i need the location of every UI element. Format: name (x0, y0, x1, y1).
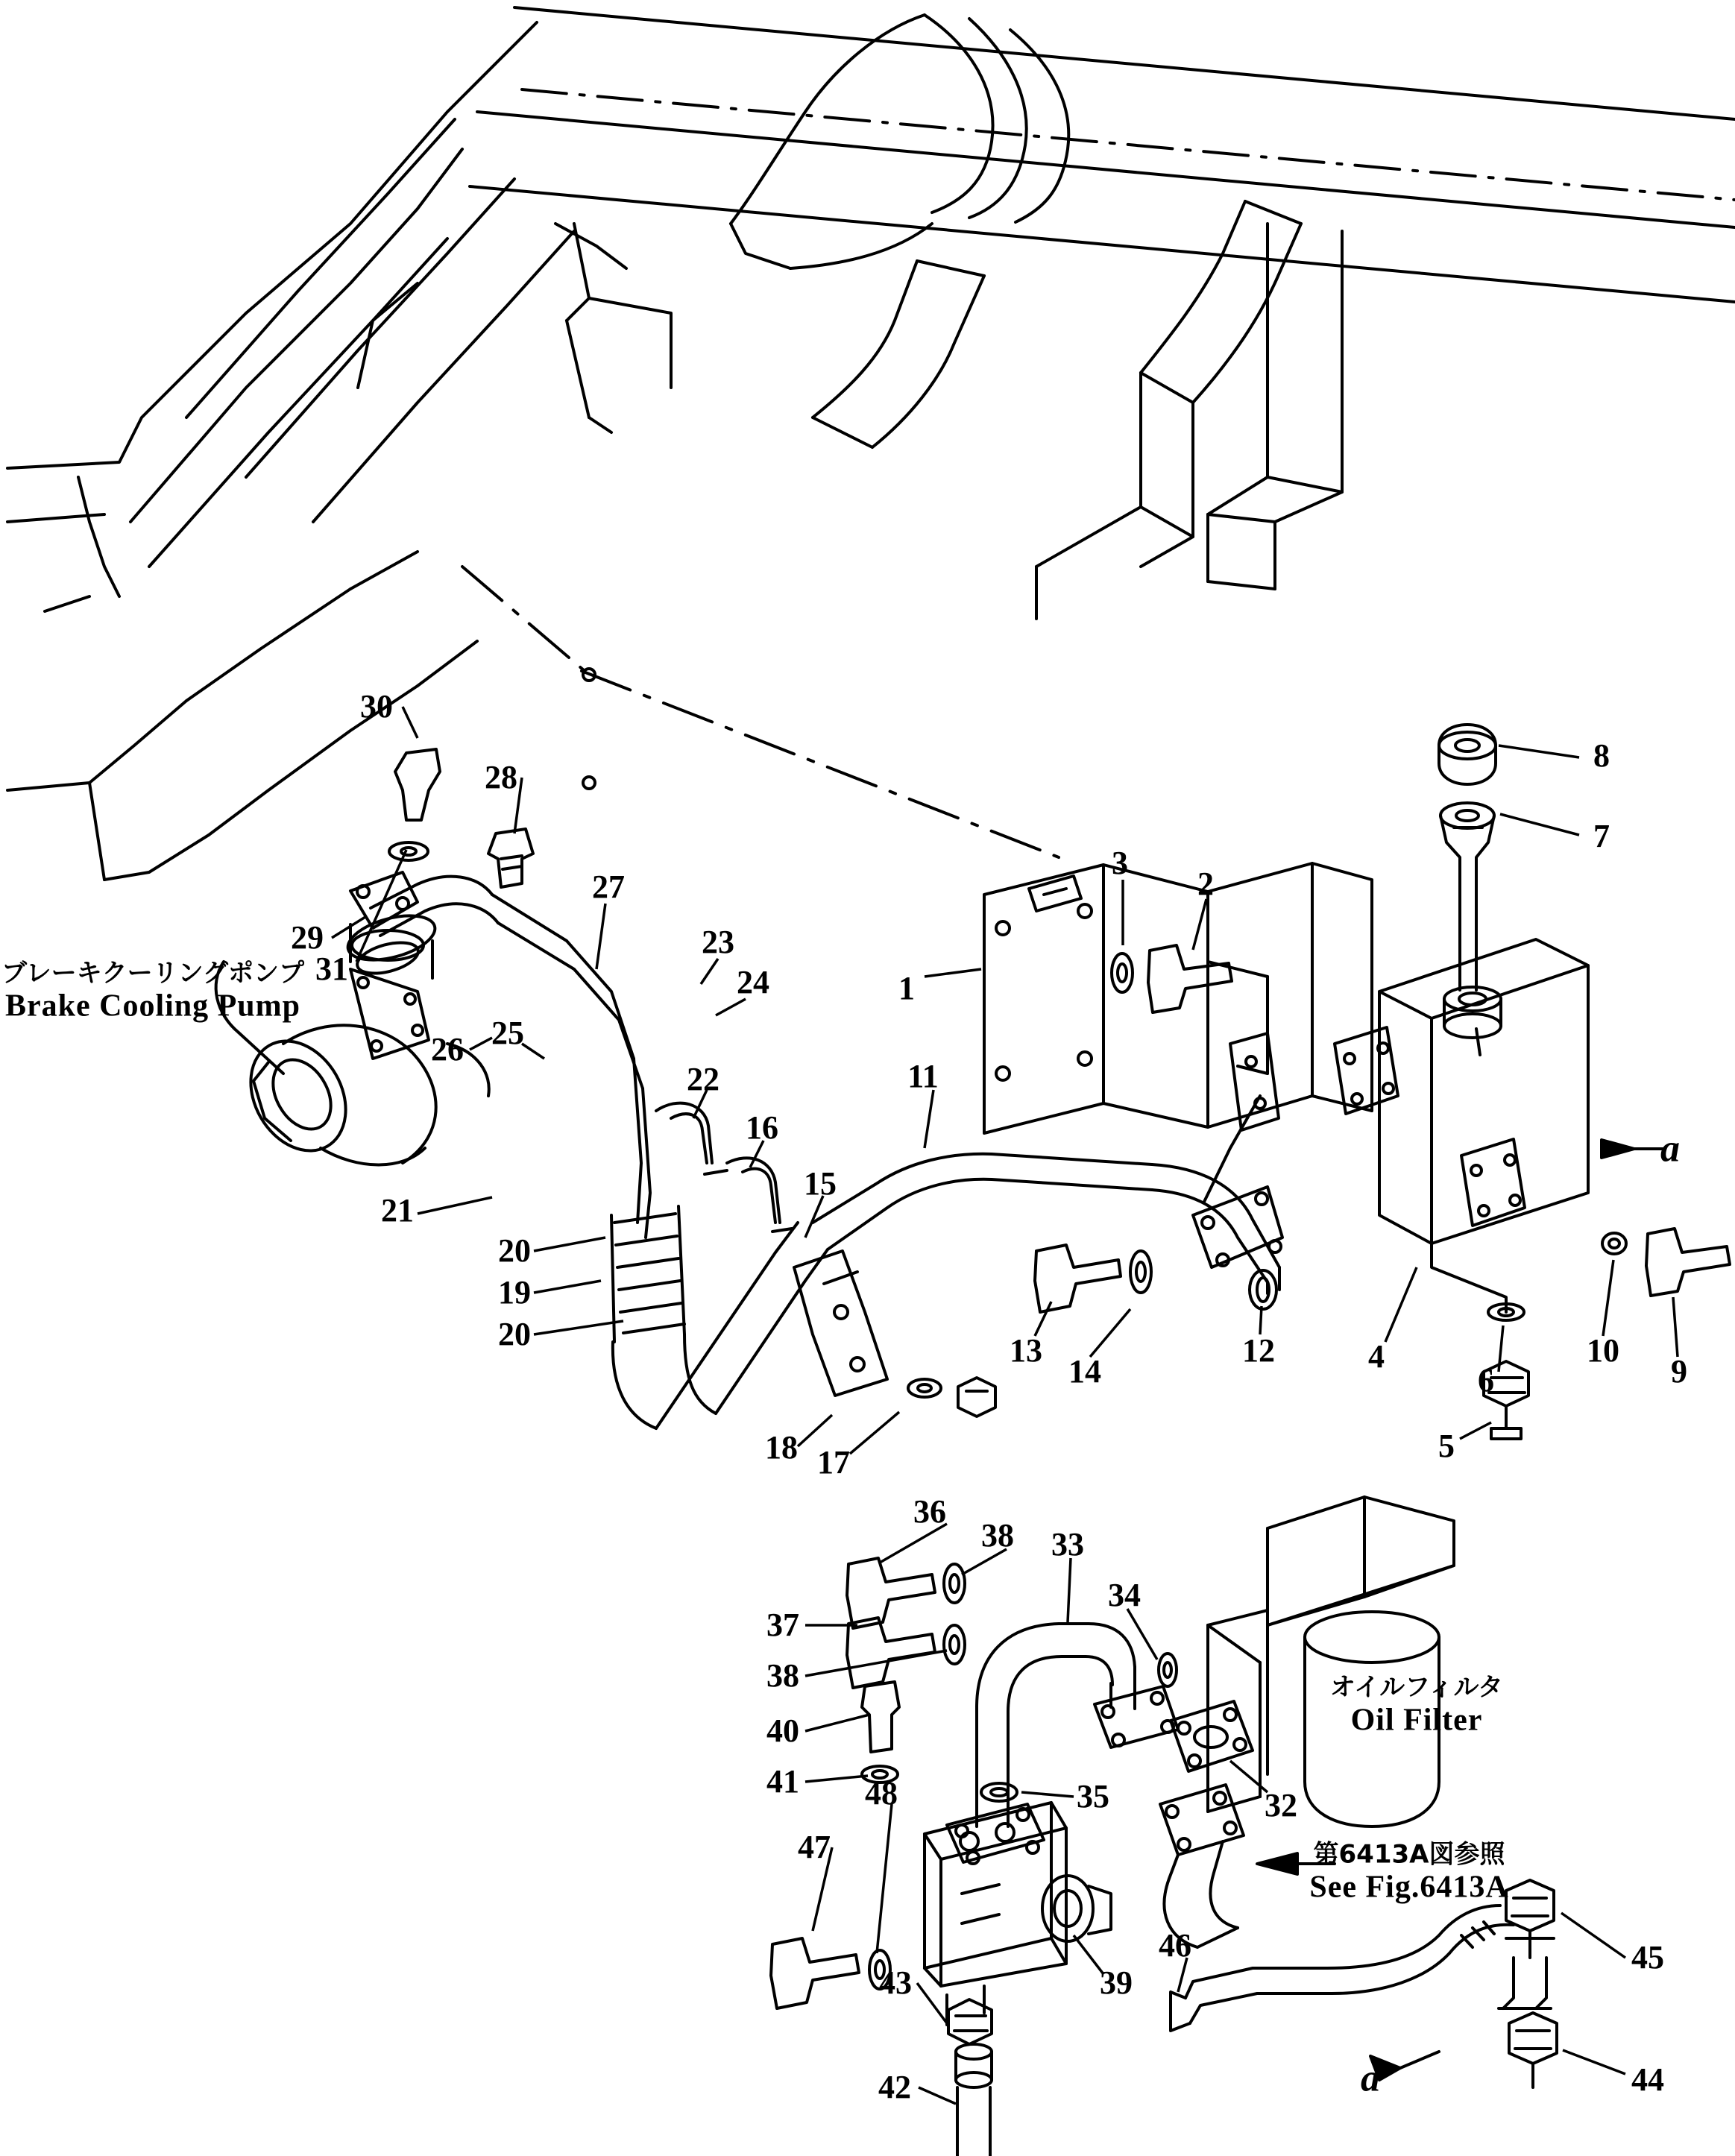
washer-10-bolt-9 (1602, 1229, 1730, 1296)
callout-20: 20 (498, 1316, 531, 1352)
callout-38: 38 (766, 1657, 799, 1694)
callout-48: 48 (865, 1775, 898, 1812)
callout-1: 1 (898, 970, 915, 1006)
see-fig-arrow (1257, 1853, 1297, 1874)
callout-8: 8 (1593, 737, 1610, 774)
oring-35 (981, 1783, 1017, 1801)
callout-9: 9 (1671, 1353, 1687, 1390)
section-marker: a (1361, 2057, 1380, 2100)
see-fig-reference-jp: 第6413A図参照 (1313, 1839, 1505, 1870)
callout-5: 5 (1438, 1428, 1455, 1464)
callout-45: 45 (1631, 1939, 1664, 1976)
callout-14: 14 (1068, 1353, 1101, 1390)
callout-39: 39 (1100, 1964, 1133, 2001)
callout-32: 32 (1265, 1787, 1297, 1824)
tube-27-flange-29 (350, 869, 650, 1238)
plug-8-7 (1439, 725, 1496, 990)
callout-36: 36 (913, 1493, 946, 1530)
callout-40: 40 (766, 1712, 799, 1749)
callout-23: 23 (702, 924, 734, 960)
callout-4: 4 (1368, 1338, 1385, 1375)
brake-cooling-pump-label (1, 959, 304, 1024)
callout-38: 38 (981, 1517, 1014, 1554)
callout-6: 6 (1478, 1362, 1494, 1399)
callout-29: 29 (291, 919, 324, 956)
oil-filter-label-en: Oil Filter (1350, 1703, 1483, 1738)
callout-2: 2 (1197, 866, 1214, 902)
section-marker: a (1660, 1127, 1680, 1170)
nut-43-hose-42 (948, 1999, 992, 2156)
main-bracket-1 (984, 863, 1372, 1133)
callout-41: 41 (766, 1763, 799, 1800)
callout-35: 35 (1077, 1778, 1109, 1815)
callout-16: 16 (746, 1109, 778, 1146)
see-fig-reference (1309, 1840, 1508, 1905)
brake-cooling-pump-label-en: Brake Cooling Pump (4, 989, 301, 1024)
bolts-lower-left (847, 1558, 965, 1783)
bolt-47-washer-48 (771, 1938, 890, 2008)
callout-12: 12 (1242, 1332, 1275, 1369)
callout-7: 7 (1593, 818, 1610, 854)
callout-34: 34 (1108, 1577, 1141, 1613)
callout-44: 44 (1631, 2061, 1664, 2098)
washer-34 (1159, 1654, 1177, 1686)
callout-22: 22 (687, 1061, 719, 1097)
callout-17: 17 (817, 1444, 850, 1481)
washer-3-bolt-2 (1112, 945, 1232, 1012)
corrugated-hose (611, 1206, 828, 1428)
oil-filter (1208, 1497, 1454, 1826)
callout-47: 47 (798, 1829, 831, 1865)
brake-cooling-pump-label-jp: ブレーキクーリングポンプ (1, 958, 304, 989)
bracket-15 (794, 1251, 995, 1416)
callout-31: 31 (315, 951, 348, 987)
callout-28: 28 (485, 759, 517, 795)
callout-30: 30 (360, 688, 393, 725)
callout-10: 10 (1587, 1332, 1619, 1369)
callout-37: 37 (766, 1607, 799, 1643)
callout-19: 19 (498, 1274, 531, 1311)
section-arrow-right (1602, 1140, 1634, 1158)
callout-42: 42 (878, 2069, 911, 2105)
oil-filter-label-jp: オイルフィルタ (1329, 1672, 1504, 1703)
see-fig-reference-en: See Fig.6413A (1309, 1870, 1509, 1905)
callout-3: 3 (1112, 845, 1128, 881)
callout-21: 21 (381, 1192, 414, 1229)
bolt-13-washer-14 (1035, 1245, 1151, 1312)
oil-filter-label (1330, 1673, 1503, 1738)
callout-11: 11 (907, 1058, 939, 1094)
callout-13: 13 (1010, 1332, 1042, 1369)
callout-20: 20 (498, 1232, 531, 1269)
callout-15: 15 (804, 1165, 837, 1202)
callout-33: 33 (1051, 1526, 1084, 1563)
callout-46: 46 (1159, 1927, 1191, 1964)
callout-25: 25 (491, 1015, 524, 1051)
callout-27: 27 (592, 869, 625, 905)
callout-24: 24 (737, 964, 769, 1000)
callout-18: 18 (765, 1429, 798, 1466)
callout-43: 43 (879, 1964, 912, 2001)
callout-26: 26 (431, 1031, 464, 1068)
